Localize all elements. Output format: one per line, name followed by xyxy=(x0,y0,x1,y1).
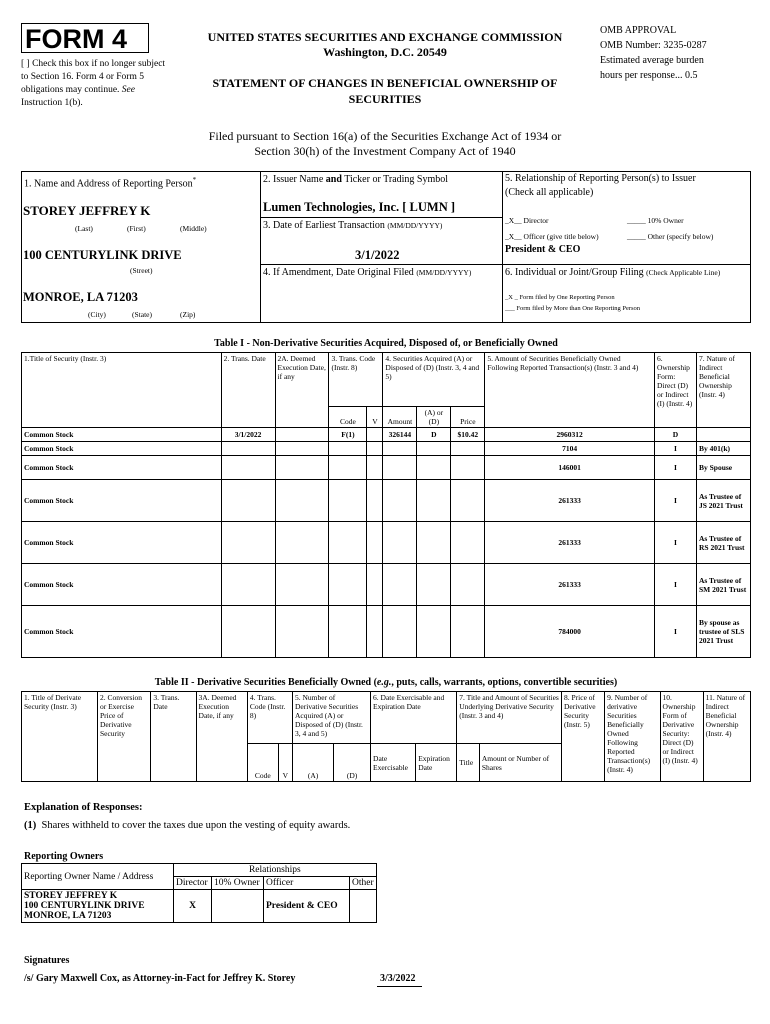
t2-h-deemed: 3A. Deemed Execution Date, if any xyxy=(196,692,247,782)
t2-h-date: 3. Trans. Date xyxy=(151,692,196,782)
t1-v xyxy=(367,522,383,564)
box6-label: 6. Individual or Joint/Group Filing (Check Applicable Line) xyxy=(505,267,721,278)
t1-code xyxy=(329,480,367,522)
state-label: (State) xyxy=(132,310,152,319)
t2-h-number: 5. Number of Derivative Securities Acquired (A) or Disposed of (D) (Instr. 3, 4 and 5) xyxy=(293,692,371,744)
t1-v xyxy=(367,442,383,456)
t1-amount xyxy=(383,606,417,658)
t1-title: Common Stock xyxy=(22,564,222,606)
t1-amount: 326144 xyxy=(383,428,417,442)
owner-officer: President & CEO xyxy=(264,890,350,923)
t1-aord xyxy=(417,480,451,522)
t1-title: Common Stock xyxy=(22,456,222,480)
t1-price xyxy=(451,480,485,522)
statement-title: STATEMENT OF CHANGES IN BENEFICIAL OWNERSHIP OF SECURITIES xyxy=(212,76,558,106)
agency-heading: UNITED STATES SECURITIES AND EXCHANGE COMMISSION Washington, D.C. 20549 xyxy=(207,30,563,59)
box4-label: 4. If Amendment, Date Original Filed (MM/DD/YYYY) xyxy=(263,267,472,278)
owners-h-name: Reporting Owner Name / Address xyxy=(22,864,174,890)
t2-sub-date-ex: Date Exercisable xyxy=(371,744,416,782)
box5-label: 5. Relationship of Reporting Person(s) to Issuer (Check all applicable) xyxy=(505,173,696,198)
t1-owned: 261333 xyxy=(485,480,655,522)
t1-aord xyxy=(417,456,451,480)
t1-nature xyxy=(696,428,750,442)
t1-price xyxy=(451,522,485,564)
t1-date xyxy=(221,564,275,606)
first-label: (First) xyxy=(127,224,146,233)
form-title: FORM 4 xyxy=(21,23,149,53)
owners-h-officer: Officer xyxy=(264,877,350,890)
t1-date xyxy=(221,442,275,456)
t1-title: Common Stock xyxy=(22,442,222,456)
t1-form: I xyxy=(655,564,697,606)
t1-nature: By spouse as trustee of SLS 2021 Trust xyxy=(696,606,750,658)
t2-sub-code: Code xyxy=(247,744,278,782)
t1-v xyxy=(367,606,383,658)
ten-pct-check: _____ 10% Owner xyxy=(627,216,684,225)
t1-price xyxy=(451,442,485,456)
owner-name-address: STOREY JEFFREY K 100 CENTURYLINK DRIVE MONROE, LA 71203 xyxy=(22,890,174,923)
table-row xyxy=(22,564,751,606)
t1-h-title: 1.Title of Security (Instr. 3) xyxy=(22,353,222,428)
t2-h-price: 8. Price of Derivative Security (Instr. 5) xyxy=(561,692,604,782)
t1-code xyxy=(329,522,367,564)
signature-date: 3/3/2022 xyxy=(380,973,416,984)
no-longer-subject-checkbox[interactable]: [ ] Check this box if no longer subject to Section 16. Form 4 or Form 5 obligations may continue. xyxy=(21,59,166,95)
t2-h-code: 4. Trans. Code (Instr. 8) xyxy=(247,692,292,744)
t1-h-owned: 5. Amount of Securities Beneficially Owned Following Reported Transaction(s) (Instr. 3 and 4) xyxy=(485,353,655,428)
signature-text: /s/ Gary Maxwell Cox, as Attorney-in-Fact for Jeffrey K. Storey xyxy=(24,973,296,984)
t1-form: I xyxy=(655,456,697,480)
t1-sub-code: Code xyxy=(329,407,367,428)
t1-date xyxy=(221,606,275,658)
t2-h-exercisable: 6. Date Exercisable and Expiration Date xyxy=(371,692,457,744)
t1-amount xyxy=(383,442,417,456)
issuer-name: Lumen Technologies, Inc. [ LUMN ] xyxy=(263,200,456,214)
t2-h-nature: 11. Nature of Indirect Beneficial Ownership (Instr. 4) xyxy=(703,692,750,782)
table2-derivative xyxy=(21,691,751,782)
reporting-owners-table xyxy=(21,863,377,923)
t1-nature: As Trustee of JS 2021 Trust xyxy=(696,480,750,522)
t1-form: I xyxy=(655,480,697,522)
t1-aord: D xyxy=(417,428,451,442)
t1-amount xyxy=(383,456,417,480)
reporting-person-street: 100 CENTURYLINK DRIVE xyxy=(23,248,182,262)
t1-date xyxy=(221,480,275,522)
earliest-transaction-date: 3/1/2022 xyxy=(355,248,400,262)
t1-v xyxy=(367,480,383,522)
owners-h-ten: 10% Owner xyxy=(212,877,264,890)
owners-h-director: Director xyxy=(174,877,212,890)
t1-aord xyxy=(417,606,451,658)
table-row xyxy=(22,442,751,456)
t1-code: F(1) xyxy=(329,428,367,442)
t1-form: I xyxy=(655,522,697,564)
t1-owned: 261333 xyxy=(485,522,655,564)
t2-h-conversion: 2. Conversion or Exercise Price of Derivative Security xyxy=(97,692,150,782)
director-check: _X__ Director xyxy=(505,216,549,225)
t1-h-deemed: 2A. Deemed Execution Date, if any xyxy=(275,353,329,428)
t1-date xyxy=(221,456,275,480)
reporting-owners-heading: Reporting Owners xyxy=(24,851,104,862)
t2-h-title: 1. Title of Derivate Security (Instr. 3) xyxy=(22,692,98,782)
t1-deemed xyxy=(275,564,329,606)
box3-label: 3. Date of Earliest Transaction (MM/DD/YYYY) xyxy=(263,220,443,231)
t1-v xyxy=(367,456,383,480)
t1-h-acquired: 4. Securities Acquired (A) or Disposed of (D) (Instr. 3, 4 and 5) xyxy=(383,353,485,407)
t2-sub-a: (A) xyxy=(293,744,334,782)
t1-nature: By 401(k) xyxy=(696,442,750,456)
t1-owned: 7104 xyxy=(485,442,655,456)
omb-box: OMB APPROVAL OMB Number: 3235-0287 Estimated average burden hours per response... 0.5 xyxy=(600,25,707,81)
t2-sub-amount: Amount or Number of Shares xyxy=(479,744,561,782)
checkbox-note: [ ] Check this box if no longer subject to Section 16. Form 4 or Form 5 obligations may continue. See Instruction 1(b). xyxy=(21,59,166,108)
t1-date: 3/1/2022 xyxy=(221,428,275,442)
t1-h-date: 2. Trans. Date xyxy=(221,353,275,428)
officer-check: _X__ Officer (give title below) xyxy=(505,232,599,241)
explanation-heading: Explanation of Responses: xyxy=(24,802,143,813)
reporting-person-name: STOREY JEFFREY K xyxy=(23,203,151,218)
t1-sub-v: V xyxy=(367,407,383,428)
t1-title: Common Stock xyxy=(22,522,222,564)
t1-h-form: 6. Ownership Form: Direct (D) or Indirect (I) (Instr. 4) xyxy=(655,353,697,428)
t1-amount xyxy=(383,522,417,564)
owner-director: X xyxy=(174,890,212,923)
table-row xyxy=(22,606,751,658)
owner-ten xyxy=(212,890,264,923)
table-row xyxy=(22,480,751,522)
last-label: (Last) xyxy=(75,224,93,233)
t1-owned: 146001 xyxy=(485,456,655,480)
t2-sub-exp: Expiration Date xyxy=(416,744,457,782)
t1-deemed xyxy=(275,480,329,522)
t1-code xyxy=(329,442,367,456)
t1-form: I xyxy=(655,606,697,658)
t1-form: I xyxy=(655,442,697,456)
t2-sub-d: (D) xyxy=(334,744,371,782)
t1-price xyxy=(451,456,485,480)
owners-h-other: Other xyxy=(350,877,377,890)
table-row xyxy=(22,456,751,480)
t1-owned: 261333 xyxy=(485,564,655,606)
city-label: (City) xyxy=(88,310,106,319)
t1-date xyxy=(221,522,275,564)
footnote-1: (1) Shares withheld to cover the taxes due upon the vesting of equity awards. xyxy=(24,820,351,831)
t1-nature: As Trustee of RS 2021 Trust xyxy=(696,522,750,564)
box1-label: 1. Name and Address of Reporting Person* xyxy=(24,176,197,190)
zip-label: (Zip) xyxy=(180,310,196,319)
table2-title: Table II - Derivative Securities Beneficially Owned (e.g., puts, calls, warrants, options, convertible securities) xyxy=(154,677,618,688)
t1-title: Common Stock xyxy=(22,606,222,658)
t1-code xyxy=(329,456,367,480)
t2-sub-title: Title xyxy=(457,744,480,782)
reporting-person-city: MONROE, LA 71203 xyxy=(23,290,138,304)
t1-deemed xyxy=(275,442,329,456)
t1-owned: 2960312 xyxy=(485,428,655,442)
t1-aord xyxy=(417,442,451,456)
t1-nature: As Trustee of SM 2021 Trust xyxy=(696,564,750,606)
t1-v xyxy=(367,428,383,442)
t1-nature: By Spouse xyxy=(696,456,750,480)
t1-amount xyxy=(383,480,417,522)
table-row xyxy=(22,428,751,442)
t1-sub-amount: Amount xyxy=(383,407,417,428)
box2-label: 2. Issuer Name and Ticker or Trading Symbol xyxy=(263,174,449,185)
table1-title: Table I - Non-Derivative Securities Acquired, Disposed of, or Beneficially Owned xyxy=(214,338,558,349)
owner-other xyxy=(350,890,377,923)
owners-h-relationships: Relationships xyxy=(174,864,377,877)
t1-h-code: 3. Trans. Code (Instr. 8) xyxy=(329,353,383,407)
t2-h-underlying: 7. Title and Amount of Securities Underlying Derivative Security (Instr. 3 and 4) xyxy=(457,692,562,744)
other-check: _____ Other (specify below) xyxy=(627,232,714,241)
t1-form: D xyxy=(655,428,697,442)
t1-deemed xyxy=(275,522,329,564)
t1-sub-aord: (A) or (D) xyxy=(417,407,451,428)
t2-h-owned: 9. Number of derivative Securities Beneficially Owned Following Reported Transaction(s) (Instr. 4) xyxy=(605,692,660,782)
officer-title: President & CEO xyxy=(505,244,581,255)
t1-title: Common Stock xyxy=(22,480,222,522)
t1-price xyxy=(451,564,485,606)
t1-sub-price: Price xyxy=(451,407,485,428)
filed-pursuant: Filed pursuant to Section 16(a) of the Securities Exchange Act of 1934 or Section 30(h) of the Investment Company Act of 1940 xyxy=(208,129,562,158)
t1-title: Common Stock xyxy=(22,428,222,442)
t1-h-nature: 7. Nature of Indirect Beneficial Ownership (Instr. 4) xyxy=(696,353,750,428)
t1-v xyxy=(367,564,383,606)
table-row xyxy=(22,522,751,564)
t1-amount xyxy=(383,564,417,606)
t1-price xyxy=(451,606,485,658)
t1-aord xyxy=(417,564,451,606)
one-person-filing: _X _ Form filed by One Reporting Person xyxy=(505,294,615,301)
t2-h-form: 10. Ownership Form of Derivative Security: Direct (D) or Indirect (I) (Instr. 4) xyxy=(660,692,703,782)
t1-code xyxy=(329,606,367,658)
signatures-heading: Signatures xyxy=(24,955,70,966)
t1-deemed xyxy=(275,456,329,480)
t1-deemed xyxy=(275,606,329,658)
multi-person-filing: ___ Form filed by More than One Reporting Person xyxy=(505,305,641,312)
t1-code xyxy=(329,564,367,606)
t1-price: $10.42 xyxy=(451,428,485,442)
t1-owned: 784000 xyxy=(485,606,655,658)
t2-sub-v: V xyxy=(278,744,292,782)
table1-nonderivative xyxy=(21,352,751,658)
middle-label: (Middle) xyxy=(180,224,207,233)
street-label: (Street) xyxy=(130,266,153,275)
t1-deemed xyxy=(275,428,329,442)
t1-aord xyxy=(417,522,451,564)
